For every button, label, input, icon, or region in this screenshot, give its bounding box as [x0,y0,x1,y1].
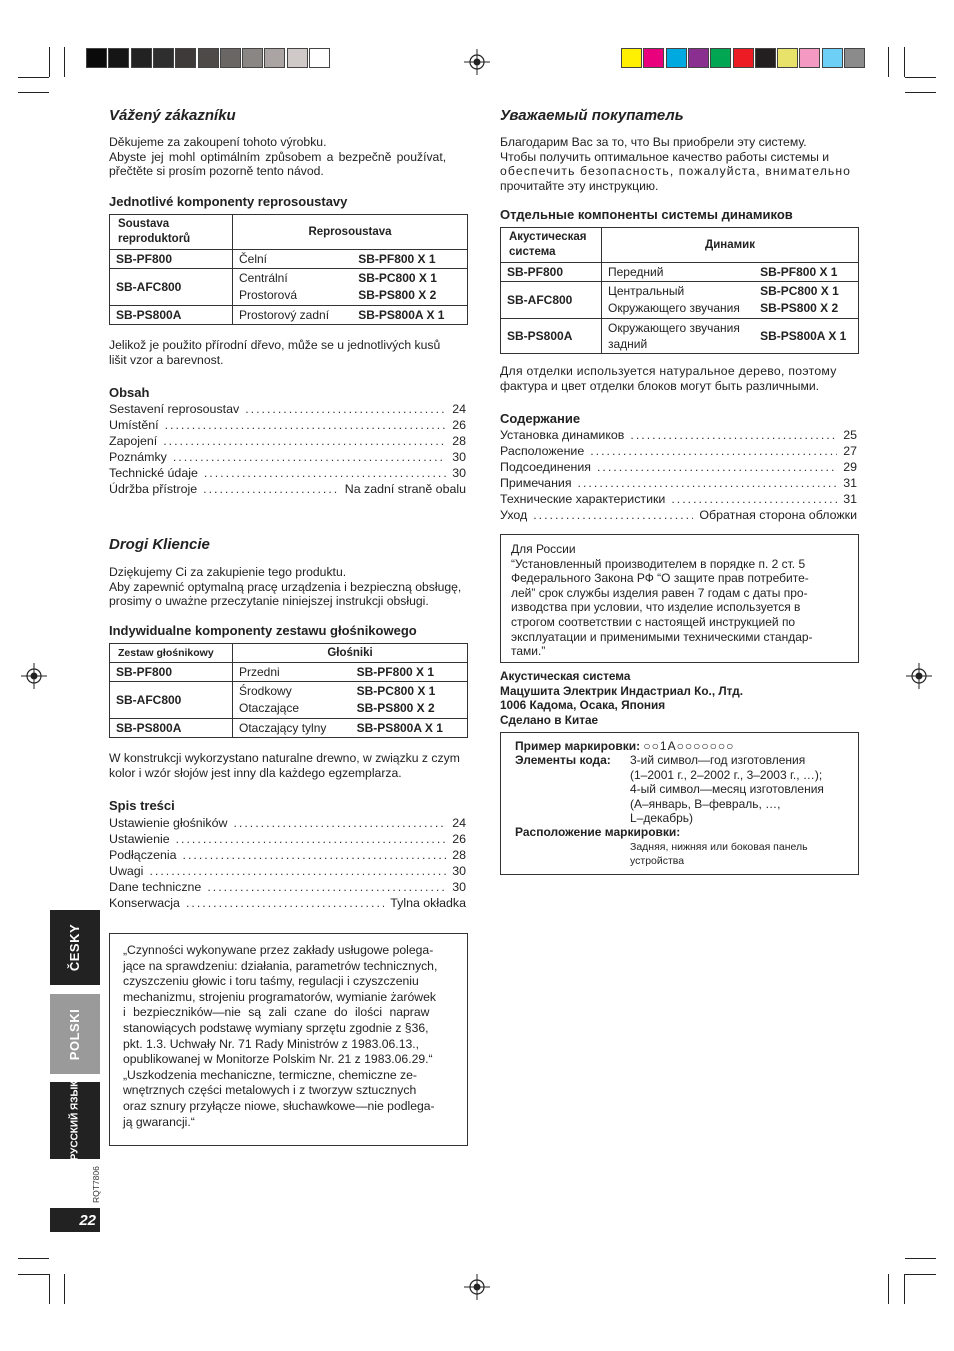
toc-item: Uwagi ..... 30 [109,863,466,879]
russian-contents-title: Содержание [500,411,581,426]
color-swatch [309,48,330,68]
russian-components-table [500,227,859,354]
toc-item: Sestavení reprosoustav ..... 24 [109,401,466,417]
czech-toc [109,401,466,497]
russian-title: Уважаемый покупатель [500,107,684,124]
toc-item: Konserwacja ..... Tylna okładka [109,895,466,911]
color-swatch [777,48,798,68]
manufacturer-info: Акустическая система Мацушита Электрик Индастриал Ко., Лтд. 1006 Кадома, Осака, Япония Сделано в Китае [500,669,744,727]
color-swatch [755,48,776,68]
registration-mark-left [21,663,47,689]
table-row: SB-AFC800 Środkowy Otaczające SB-PC800 X 1 SB-PS800 X 2 [110,682,468,719]
color-swatch [733,48,754,68]
czech-components-title: Jednotlivé komponenty reprosoustavy [109,194,348,209]
tab-polish[interactable]: POLSKI [50,994,100,1074]
table-header: Акустическая система [501,228,602,263]
russian-wood-note: Для отделки используется натуральное дерево, поэтому фактура и цвет отделки блоков могут быть различными. [500,364,837,393]
color-swatch [153,48,174,68]
color-swatch [175,48,196,68]
table-row: SB-AFC800 Centrální Prostorová SB-PC800 X 1 SB-PS800 X 2 [110,269,468,306]
table-row: SB-PF800 Čelní SB-PF800 X 1 [110,250,468,269]
tab-czech[interactable]: ČESKY [50,910,100,985]
toc-item: Уход ..... Обратная сторона обложки [500,507,857,523]
polish-components-table [109,643,468,738]
toc-item: Примечания ..... 31 [500,475,857,491]
color-swatch [242,48,263,68]
czech-intro: Děkujeme za zakoupení tohoto výrobku. Abyste jej mohl optimálním způsobem a bezpečně používat, přečtěte si prosím pozorně tento návod. [109,135,447,179]
color-swatch [264,48,285,68]
polish-wood-note: W konstrukcji wykorzystano naturalne drewno, w związku z czym kolor i wzór słojów jest inny dla każdego egzemplarza. [109,751,460,780]
registration-mark-bottom [464,1274,490,1300]
polish-warranty-box: „Czynności wykonywane przez zakłady usługowe polega- jące na sprawdzeniu: działania, parametrów technicznych, czyszczeniu głowic i toru taśmy, regulacji i czyszczeniu mechanizmu, strojeniu programatorów, wymianie żarówek i bezpieczników—nie są zali czane do ilości napraw stanowiących podstawę wymiany sprzętu zgodnie z §36, pkt. 1.3. Uchwały Nr. 71 Rady Ministrów z 1983.06.13., opublikowanej w Monitorze Polskim Nr. 21 z 1983.06.29.“ „Uszkodzenia mechaniczne, termiczne, chemiczne ze- wnętrznych części metalowych i z tworzyw sztucznych oraz sznury przyłącze niowe, słuchawkowe—nie podlega- ją gwarancji.“ [109,933,468,1146]
toc-item: Zapojení ..... 28 [109,433,466,449]
table-header: Динамик [602,228,859,263]
toc-item: Подсоединения ..... 29 [500,459,857,475]
toc-item: Расположение ..... 27 [500,443,857,459]
marking-box: Пример маркировки: ○○1A○○○○○○○ Элементы кода: 3-ий символ—год изготовления (1–2001 г., 2–2002 г., 3–2003 г., …); 4-ый символ—месяц изготовления (А–январь, В–февраль, …, L–декабрь) Расположение маркировки: Задняя, нижняя или боковая панель устройства [500,732,859,875]
polish-intro: Dziękujemy Ci za zakupienie tego produktu. Aby zapewnić optymalną pracę urządzenia i bezpieczną obsługę, prosimy o uważne przeczytanie niniejszej instrukcji obsługi. [109,565,462,609]
table-row: SB-AFC800 Центральный Окружающего звучания SB-PC800 X 1 SB-PS800 X 2 [501,282,859,319]
color-swatch [220,48,241,68]
color-swatch [799,48,820,68]
tab-russian[interactable]: РУССКИЙ ЯЗЫК [50,1082,100,1159]
color-swatch [131,48,152,68]
czech-title: Vážený zákazníku [109,107,236,124]
color-swatch [287,48,308,68]
color-swatch [844,48,865,68]
document-code: RQT7806 [91,1166,101,1203]
table-header: Zestaw głośnikowy [110,644,233,663]
registration-mark-right [906,663,932,689]
toc-item: Údržba přístroje ..... Na zadní straně obalu [109,481,466,497]
color-swatch [108,48,129,68]
toc-item: Установка динамиков ..... 25 [500,427,857,443]
color-swatch [86,48,107,68]
czech-components-table [109,214,468,325]
toc-item: Технические характеристики ..... 31 [500,491,857,507]
toc-item: Umístění ..... 26 [109,417,466,433]
color-swatch [688,48,709,68]
table-header: Soustava reproduktorů [110,215,233,250]
czech-contents-title: Obsah [109,385,150,400]
color-swatch [198,48,219,68]
page-number: 22 [50,1208,100,1232]
table-row: SB-PF800 Передний SB-PF800 X 1 [501,263,859,282]
registration-mark-top [464,49,490,75]
toc-item: Technické údaje ..... 30 [109,465,466,481]
table-row: SB-PS800A Окружающего звучания задний SB-PS800A X 1 [501,319,859,354]
color-swatch [710,48,731,68]
toc-item: Poznámky ..... 30 [109,449,466,465]
color-swatch [666,48,687,68]
color-swatch [621,48,642,68]
table-row: SB-PS800A Otaczający tylny SB-PS800A X 1 [110,719,468,738]
table-header: Reprosoustava [233,215,468,250]
polish-toc [109,815,466,911]
toc-item: Dane techniczne ..... 30 [109,879,466,895]
toc-item: Podłączenia ..... 28 [109,847,466,863]
polish-components-title: Indywidualne komponenty zestawu głośnikowego [109,623,417,638]
russian-components-title: Отдельные компоненты системы динамиков [500,207,793,222]
color-swatch [643,48,664,68]
polish-contents-title: Spis treści [109,798,175,813]
color-swatch [822,48,843,68]
czech-wood-note: Jelikož je použito přírodní dřevo, může se u jednotlivých kusů lišit vzor a barevnost. [109,338,441,367]
russia-service-life-box: Для России “Установленный производителем в порядке п. 2 ст. 5 Федерального Закона РФ “О защите прав потребите- лей” срок службы изделия равен 7 годам с даты про- изводства при условии, что изделие используется в строгом соответствии с настоящей инструкцией по эксплуатации и применимыми техническими стандар- тами.” [500,534,859,663]
polish-title: Drogi Kliencie [109,536,210,553]
russian-toc [500,427,857,523]
toc-item: Ustawienie ..... 26 [109,831,466,847]
toc-item: Ustawienie głośników ..... 24 [109,815,466,831]
table-row: SB-PS800A Prostorový zadní SB-PS800A X 1 [110,306,468,325]
table-row: SB-PF800 Przedni SB-PF800 X 1 [110,663,468,682]
russian-intro: Благодарим Вас за то, что Вы приобрели эту систему. Чтобы получить оптимальное качество работы системы и обеспечить безопасность, пожалуйста, внимательно прочитайте эту инструкцию. [500,135,852,193]
table-header: Głośniki [233,644,468,663]
